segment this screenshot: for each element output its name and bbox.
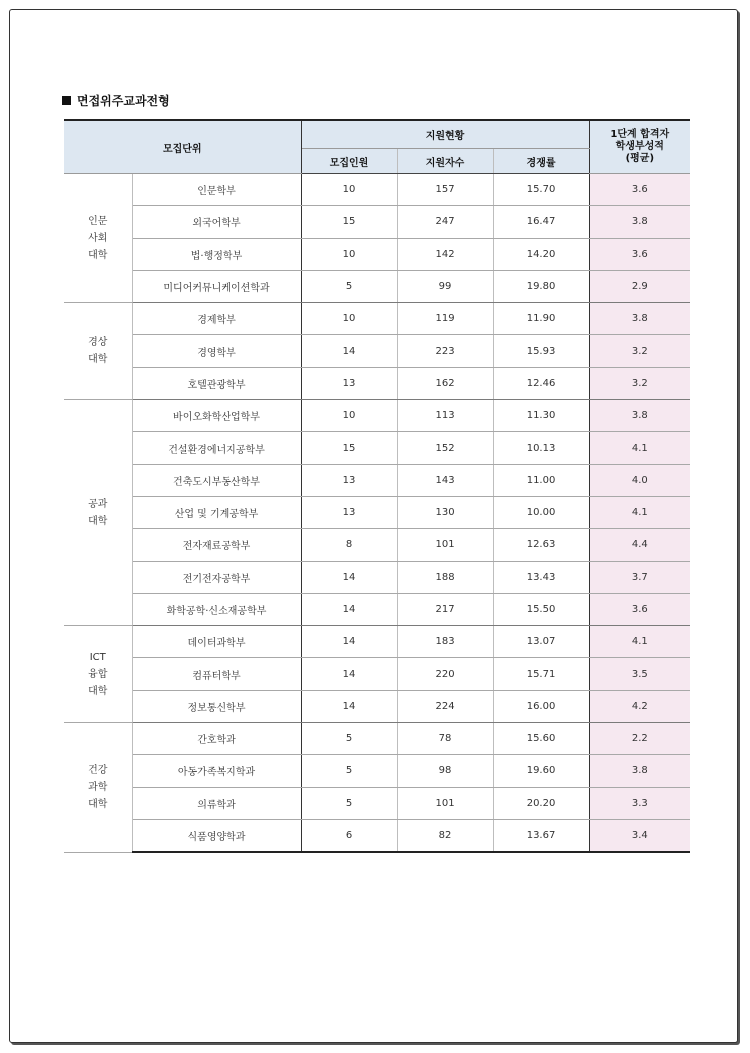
table-row [64, 367, 690, 399]
average-grade-cell: 4.0 [589, 464, 690, 496]
recruit-count-cell: 13 [301, 496, 397, 528]
average-grade-cell: 3.8 [589, 755, 690, 787]
table-row [64, 723, 690, 755]
competition-ratio-cell: 10.00 [493, 496, 589, 528]
department-cell: 간호학과 [132, 723, 301, 755]
applicant-count-cell: 130 [397, 496, 493, 528]
applicant-count-cell: 152 [397, 432, 493, 464]
competition-ratio-cell: 15.71 [493, 658, 589, 690]
table-row [64, 496, 690, 528]
college-name-line: 대학 [88, 798, 108, 810]
competition-ratio-cell: 14.20 [493, 238, 589, 270]
recruit-count-cell: 13 [301, 367, 397, 399]
applicant-count-cell: 162 [397, 367, 493, 399]
applicant-count-cell: 143 [397, 464, 493, 496]
table-row [64, 787, 690, 819]
average-grade-cell: 3.4 [589, 819, 690, 852]
college-name-line: 건강 [88, 764, 108, 776]
table-row [64, 755, 690, 787]
competition-ratio-cell: 13.07 [493, 626, 589, 658]
department-cell: 인문학부 [132, 174, 301, 206]
department-cell: 화학공학·신소재공학부 [132, 593, 301, 625]
average-grade-cell: 2.2 [589, 723, 690, 755]
department-cell: 데이터과학부 [132, 626, 301, 658]
competition-ratio-cell: 19.60 [493, 755, 589, 787]
average-grade-cell: 4.2 [589, 690, 690, 722]
average-grade-cell: 3.8 [589, 400, 690, 432]
college-name-cell [64, 626, 132, 723]
department-cell: 호텔관광학부 [132, 367, 301, 399]
college-name-line: 융합 [88, 668, 108, 680]
department-cell: 아동가족복지학과 [132, 755, 301, 787]
department-cell: 법·행정학부 [132, 238, 301, 270]
average-grade-cell: 3.6 [589, 174, 690, 206]
applicant-count-cell: 78 [397, 723, 493, 755]
competition-ratio-cell: 13.43 [493, 561, 589, 593]
table-row [64, 400, 690, 432]
table-row [64, 464, 690, 496]
table-row [64, 626, 690, 658]
department-cell: 바이오화학산업학부 [132, 400, 301, 432]
average-grade-cell: 3.2 [589, 367, 690, 399]
table-body [64, 174, 690, 853]
applicant-count-cell: 101 [397, 529, 493, 561]
college-name-cell [64, 174, 132, 303]
competition-ratio-cell: 15.50 [493, 593, 589, 625]
department-cell: 의류학과 [132, 787, 301, 819]
applicant-count-cell: 188 [397, 561, 493, 593]
applicant-count-cell: 142 [397, 238, 493, 270]
table-row [64, 529, 690, 561]
college-name-line: 대학 [88, 515, 108, 527]
competition-ratio-cell: 13.67 [493, 819, 589, 852]
department-cell: 미디어커뮤니케이션학과 [132, 270, 301, 302]
applicant-count-cell: 157 [397, 174, 493, 206]
average-grade-cell: 3.2 [589, 335, 690, 367]
recruit-count-cell: 15 [301, 206, 397, 238]
department-cell: 경영학부 [132, 335, 301, 367]
table-row [64, 658, 690, 690]
section-title-text: 면접위주교과전형 [77, 94, 170, 108]
college-name-line: ICT [89, 651, 106, 663]
header-status-group: 지원현황 [301, 120, 589, 149]
recruit-count-cell: 5 [301, 755, 397, 787]
recruit-count-cell: 14 [301, 561, 397, 593]
recruit-count-cell: 14 [301, 690, 397, 722]
competition-ratio-cell: 19.80 [493, 270, 589, 302]
recruit-count-cell: 10 [301, 174, 397, 206]
table-row [64, 270, 690, 302]
competition-ratio-cell: 15.93 [493, 335, 589, 367]
section-heading [62, 92, 170, 109]
table-row [64, 238, 690, 270]
recruit-count-cell: 5 [301, 787, 397, 819]
department-cell: 식품영양학과 [132, 819, 301, 852]
applicant-count-cell: 217 [397, 593, 493, 625]
table-row [64, 690, 690, 722]
average-grade-cell: 4.1 [589, 626, 690, 658]
table-row [64, 206, 690, 238]
header-applicants: 지원자수 [397, 149, 493, 174]
applicant-count-cell: 98 [397, 755, 493, 787]
college-name-line: 대학 [88, 249, 108, 261]
department-cell: 외국어학부 [132, 206, 301, 238]
table-row [64, 819, 690, 852]
applicant-count-cell: 183 [397, 626, 493, 658]
competition-ratio-cell: 15.60 [493, 723, 589, 755]
table-row [64, 432, 690, 464]
applicant-count-cell: 119 [397, 303, 493, 335]
table-row [64, 303, 690, 335]
header-avg-line3: (평균) [625, 153, 655, 164]
recruit-count-cell: 5 [301, 270, 397, 302]
applicant-count-cell: 224 [397, 690, 493, 722]
average-grade-cell: 3.3 [589, 787, 690, 819]
college-name-line: 공과 [88, 498, 108, 510]
recruit-count-cell: 14 [301, 335, 397, 367]
college-name-line: 경상 [88, 337, 108, 349]
header-unit: 모집단위 [64, 120, 301, 174]
applicant-count-cell: 113 [397, 400, 493, 432]
competition-ratio-cell: 12.63 [493, 529, 589, 561]
table-row [64, 561, 690, 593]
competition-ratio-cell: 11.00 [493, 464, 589, 496]
applicant-count-cell: 223 [397, 335, 493, 367]
average-grade-cell: 3.6 [589, 238, 690, 270]
department-cell: 정보통신학부 [132, 690, 301, 722]
recruit-count-cell: 10 [301, 238, 397, 270]
applicant-count-cell: 247 [397, 206, 493, 238]
average-grade-cell: 3.8 [589, 206, 690, 238]
table-row [64, 593, 690, 625]
header-avg-line2: 학생부성적 [615, 141, 664, 152]
applicant-count-cell: 99 [397, 270, 493, 302]
competition-ratio-cell: 16.00 [493, 690, 589, 722]
college-name-cell [64, 723, 132, 853]
college-name-line: 과학 [88, 781, 108, 793]
recruit-count-cell: 15 [301, 432, 397, 464]
applicant-count-cell: 82 [397, 819, 493, 852]
college-name-line: 대학 [88, 354, 108, 366]
department-cell: 컴퓨터학부 [132, 658, 301, 690]
college-name-cell [64, 303, 132, 400]
applicant-count-cell: 220 [397, 658, 493, 690]
table-row [64, 335, 690, 367]
header-recruit: 모집인원 [301, 149, 397, 174]
black-square-bullet-icon [62, 96, 71, 105]
average-grade-cell: 3.5 [589, 658, 690, 690]
department-cell: 건축도시부동산학부 [132, 464, 301, 496]
recruit-count-cell: 5 [301, 723, 397, 755]
average-grade-cell: 2.9 [589, 270, 690, 302]
average-grade-cell: 3.7 [589, 561, 690, 593]
department-cell: 건설환경에너지공학부 [132, 432, 301, 464]
recruit-count-cell: 8 [301, 529, 397, 561]
average-grade-cell: 3.6 [589, 593, 690, 625]
recruit-count-cell: 13 [301, 464, 397, 496]
department-cell: 전기전자공학부 [132, 561, 301, 593]
applicant-count-cell: 101 [397, 787, 493, 819]
header-avg-line1: 1단계 합격자 [610, 129, 670, 140]
competition-ratio-cell: 11.90 [493, 303, 589, 335]
recruit-count-cell: 14 [301, 626, 397, 658]
table-row [64, 174, 690, 206]
recruit-count-cell: 6 [301, 819, 397, 852]
average-grade-cell: 3.8 [589, 303, 690, 335]
average-grade-cell: 4.1 [589, 432, 690, 464]
college-name-line: 인문 [88, 215, 108, 227]
competition-ratio-cell: 15.70 [493, 174, 589, 206]
competition-ratio-cell: 16.47 [493, 206, 589, 238]
college-name-line: 대학 [88, 685, 108, 697]
department-cell: 경제학부 [132, 303, 301, 335]
competition-ratio-cell: 11.30 [493, 400, 589, 432]
header-ratio: 경쟁률 [493, 149, 589, 174]
average-grade-cell: 4.1 [589, 496, 690, 528]
recruit-count-cell: 14 [301, 658, 397, 690]
admission-results-table [64, 119, 690, 853]
competition-ratio-cell: 20.20 [493, 787, 589, 819]
average-grade-cell: 4.4 [589, 529, 690, 561]
header-avg-grade [589, 120, 690, 174]
department-cell: 전자재료공학부 [132, 529, 301, 561]
competition-ratio-cell: 10.13 [493, 432, 589, 464]
recruit-count-cell: 14 [301, 593, 397, 625]
department-cell: 산업 및 기계공학부 [132, 496, 301, 528]
recruit-count-cell: 10 [301, 303, 397, 335]
college-name-cell [64, 400, 132, 626]
recruit-count-cell: 10 [301, 400, 397, 432]
competition-ratio-cell: 12.46 [493, 367, 589, 399]
college-name-line: 사회 [88, 232, 108, 244]
